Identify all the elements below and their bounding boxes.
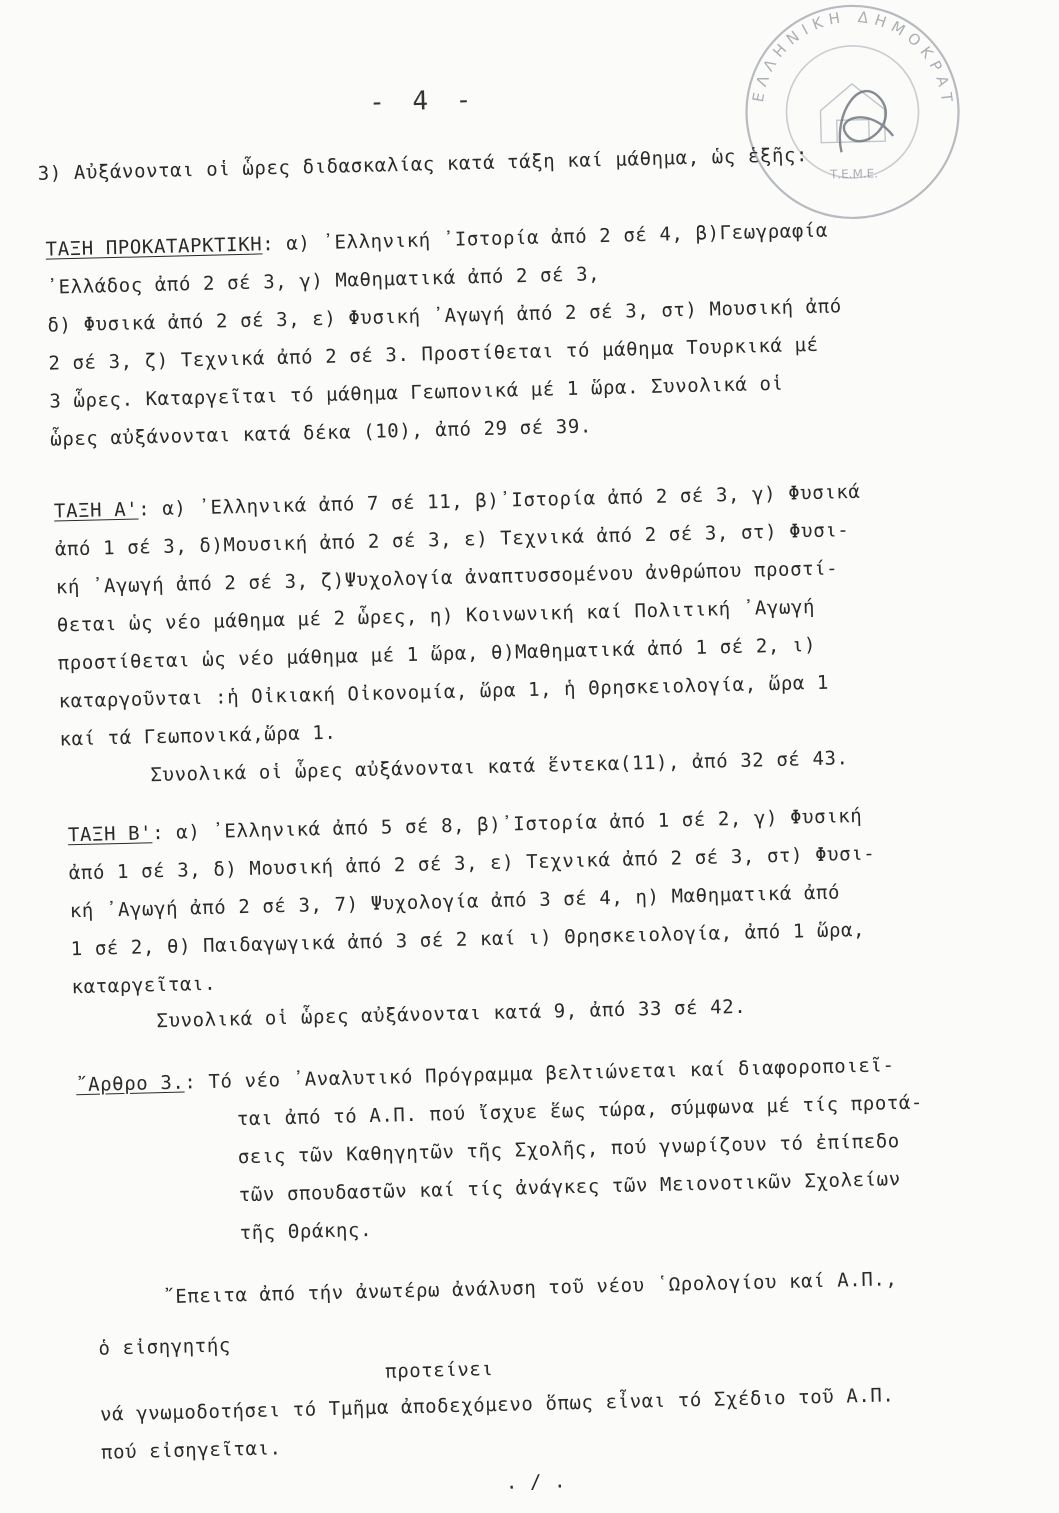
text-line: δ) Φυσικά ἀπό 2 σέ 3, ε) Φυσική ᾿Αγωγή ἀπό 2 σέ 3, στ) Μουσική ἀπό [47,295,843,337]
heading-label: ΤΑΞΗ Α' [53,498,139,523]
heading-label: ΤΑΞΗ ΠΡΟΚΑΤΑΡΚΤΙΚΗ [45,233,263,261]
text-line: κή ᾿Αγωγή ἀπό 2 σέ 3, 7) Ψυχολογία ἀπό 3 σέ 4, η) Μαθηματικά ἀπό [69,881,841,923]
text-line: νά γνωμοδοτήσει τό Τμῆμα ἀποδεχόμενο ὅπως εἶναι τό Σχέδιο τοῦ Α.Π. [99,1384,895,1426]
proposal-verb: προτείνει [384,1358,494,1383]
svg-text:ΕΛΛΗΝΙΚΗ ΔΗΜΟΚΡΑΤΙΑ [730,0,957,114]
heading-text: : α) ᾿Ελληνικά ἀπό 5 σέ 8, β)᾿Ιστορία ἀπό 1 σέ 2, γ) Φυσική [151,804,863,845]
signature-scribble [839,90,894,152]
heading-text: : α) ᾿Ελληνικά ἀπό 7 σέ 11, β)᾿Ιστορία ἀπό 2 σέ 3, γ) Φυσικά [138,480,861,521]
text-line: Συνολικά οἱ ὧρες αὐξάνονται κατά ἕντεκα(11), ἀπό 32 σέ 43. [150,747,849,787]
text-line: ῎Επειτα ἀπό τήν ἀνωτέρω ἀνάλυση τοῦ νέου ῾Ωρολογίου καί Α.Π., [162,1268,898,1309]
text-line: καταργεῖται. [71,972,217,999]
section-heading-class-a [54,480,861,524]
text-line: 3 ὧρες. Καταργεῖται τό μάθημα Γεωπονικά μέ 1 ὥρα. Συνολικά οἱ [49,372,784,413]
text-line: ὁ εἰσηγητής [98,1334,232,1360]
article-3-heading [76,1053,895,1097]
section-heading-class-b [68,804,863,847]
text-line: 1 σέ 2, θ) Παιδαγωγικά ἀπό 3 σέ 2 καί ι) Θρησκειολογία, ἀπό 1 ὥρα, [70,918,866,961]
text-line: τῆς Θράκης. [239,1219,373,1245]
text-line: καί τά Γεωπονικά,ὥρα 1. [59,721,337,751]
text-line: κή ᾿Αγωγή ἀπό 2 σέ 3, ζ)Ψυχολογία ἀναπτυσσομένου ἀνθρώπου προστί- [55,557,839,599]
text-line: θεται ὡς νέο μάθημα μέ 2 ὧρες, η) Κοινωνική καί Πολιτική ᾿Αγωγή [56,595,816,637]
page-number: - 4 - [368,85,478,118]
section-heading-preparatory [45,219,828,262]
text-line: προστίθεται ὡς νέο μάθημα μέ 1 ὥρα, θ)Μαθηματικά ἀπό 1 σέ 2, ι) [57,633,817,675]
text-line: ἀπό 1 σέ 3, δ) Μουσική ἀπό 2 σέ 3, ε) Τεχνικά ἀπό 2 σέ 3, στ) Φυσι- [68,842,876,885]
text-line: 3) Αὐξάνονται οἱ ὧρες διδασκαλίας κατά τάξη καί μάθημα, ὡς ἑξῆς: [37,144,809,185]
text-line: ται ἀπό τό Α.Π. πού ἴσχυε ἕως τώρα, σύμφωνα μέ τίς προτά- [236,1091,924,1131]
text-line: σεις τῶν Καθηγητῶν τῆς Σχολῆς, πού γνωρίζουν τό ἐπίπεδο [237,1130,901,1169]
text-line: ὧρες αὐξάνονται κατά δέκα (10), ἀπό 29 σέ 39. [50,415,593,451]
article-label: ῎Αρθρο 3. [75,1071,185,1097]
heading-label: ΤΑΞΗ Β' [67,822,153,847]
article-text: : Τό νέο ᾿Αναλυτικό Πρόγραμμα βελτιώνεται καί διαφοροποιεῖ- [184,1054,895,1094]
text-line: καταργοῦνται :ἡ Οἰκιακή Οἰκονομία, ὥρα 1, ἡ Θρησκειολογία, ὥρα 1 [58,671,830,713]
text-line: πού εἰσηγεῖται. [100,1437,282,1464]
text-line: Συνολικά οἱ ὧρες αὐξάνονται κατά 9, ἀπό 33 σέ 42. [156,995,747,1033]
continuation-mark: . / . [505,1470,567,1494]
text-line: τῶν σπουδαστῶν καί τίς ἀνάγκες τῶν Μειονοτικῶν Σχολείων [238,1168,902,1207]
heading-text: : α) ᾿Ελληνική ᾿Ιστορία ἀπό 2 σέ 4, β)Γεωγραφία [262,219,829,256]
text-line: 2 σέ 3, ζ) Τεχνικά ἀπό 2 σέ 3. Προστίθεται τό μάθημα Τουρκικά μέ [48,333,819,375]
text-line: ᾿Ελλάδος ἀπό 2 σέ 3, γ) Μαθηματικά ἀπό 2 σέ 3, [46,263,601,299]
stamp-bottom-text: Τ.Ε.Μ.Ε. [829,166,879,182]
stamp-arc-text: ΕΛΛΗΝΙΚΗ ΔΗΜΟΚΡΑΤΙΑ [748,7,957,109]
text-line: ἀπό 1 σέ 3, δ)Μουσική ἀπό 2 σέ 3, ε) Τεχνικά ἀπό 2 σέ 3, στ) Φυσι- [54,519,850,561]
official-stamp [730,0,976,235]
